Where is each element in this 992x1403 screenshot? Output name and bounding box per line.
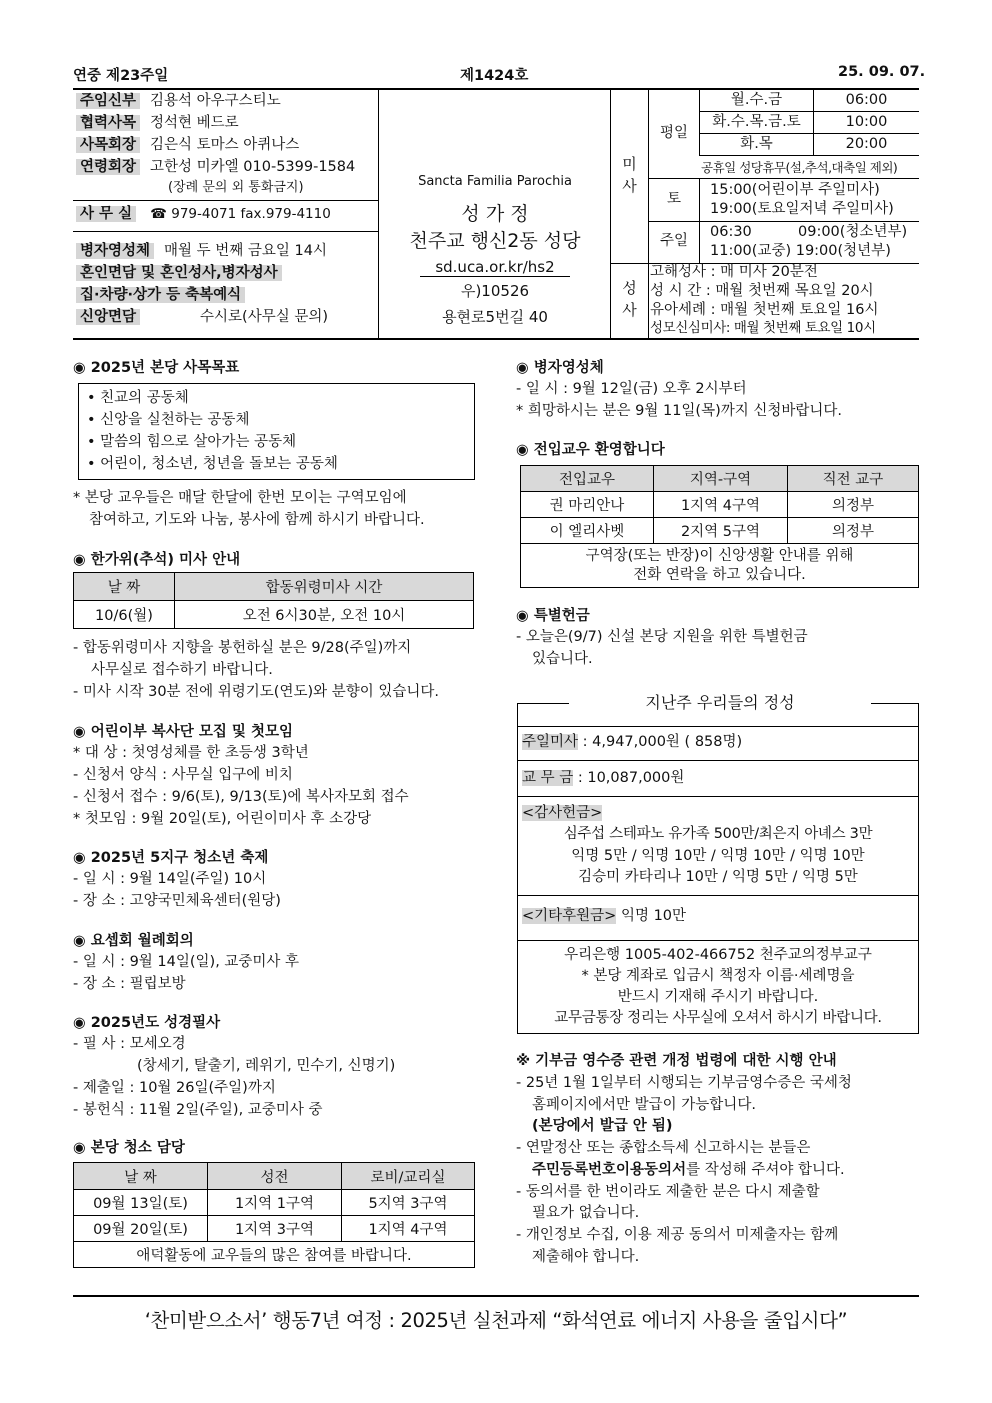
bank-line-4: 교무금통장 정리는 사무실에 오셔서 하시기 바랍니다. [554,1010,882,1026]
yeonryeong-name: 고한성 미카엘 010-5399-1584 [150,159,356,175]
bible-line-1: - 필 사 : 모세오경 [73,1036,186,1052]
receipt-line-9: 제출해야 합니다. [532,1249,640,1265]
cleaning-lobby: 1지역 4구역 [342,1216,475,1242]
bible-title: ◉ 2025년도 성경필사 [73,1015,221,1031]
goals-title: ◉ 2025년 본당 사목목표 [73,360,240,376]
label-council: 사목회장 [76,137,140,153]
sacrament-label-1: 성 [622,279,637,297]
welcome-area: 1지역 4구역 [654,492,788,518]
receipt-line-7: 필요가 없습니다. [532,1205,640,1221]
cleaning-sanctuary: 1지역 3구역 [208,1216,342,1242]
welcome-col-diocese: 직전 교구 [788,466,919,492]
altar-line-2: - 신청서 양식 : 사무실 입구에 비치 [73,767,293,783]
cleaning-title: ◉ 본당 청소 담당 [73,1140,185,1156]
cleaning-sanctuary: 1지역 1구역 [208,1190,342,1216]
welcome-name: 이 엘리사벳 [521,518,654,544]
thanks-label: <감사헌금> [522,805,603,821]
parish-zip: 우)10526 [460,282,530,300]
special-line-2: 있습니다. [532,651,593,667]
thanks-line-1: 심주섭 스테파노 유가족 500만/최은지 아녜스 3만 [563,826,873,842]
welcome-area: 2지역 5구역 [654,518,788,544]
label-blessing: 집·차량·상가 등 축복예식 [76,287,245,303]
goals-note-2: 참여하고, 기도와 나눔, 봉사에 함께 하시기 바랍니다. [89,512,425,528]
chuseok-line-1: - 합동위령미사 지향을 봉헌하실 분은 9/28(주일)까지 [73,640,412,656]
chuseok-col-date: 날 짜 [74,573,175,601]
cleaning-col-sanctuary: 성전 [208,1163,342,1190]
church-fee-label: 교 무 금 [522,770,574,786]
weekday-label: 평일 [659,125,688,141]
table-row [74,1190,475,1216]
sacrament-label-2: 사 [622,301,637,319]
parish-full-name: 천주교 행신2동 성당 [409,230,581,252]
joseph-line-2: - 장 소 : 필립보방 [73,976,186,992]
cleaning-col-date: 날 짜 [74,1163,208,1190]
goals-note-1: * 본당 교우들은 매달 한달에 한번 모이는 구역모임에 [73,490,407,506]
consent-form-name: 주민등록번호이용동의서 [532,1162,687,1178]
label-pastor: 주임신부 [76,93,140,109]
receipt-line-8: - 개인정보 수집, 이용 제공 동의서 미제출자는 함께 [516,1227,839,1243]
thanks-line-2: 익명 5만 / 익명 10만 / 익명 10만 / 익명 10만 [571,848,865,864]
sick-schedule: 매월 두 번째 금요일 14시 [164,243,327,259]
cleaning-note: 애덕활동에 교우들의 많은 참여를 바랍니다. [74,1242,475,1268]
sacrament-line-3: 유아세례 : 매월 첫번째 토요일 16시 [650,302,879,318]
label-assistant: 협력사목 [76,115,140,131]
parish-latin: Sancta Familia Parochia [418,174,572,189]
parish-address: 용현로5번길 40 [442,308,548,326]
offering-title: 지난주 우리들의 정성 [645,693,795,712]
week-title: 연중 제23주일 [73,68,169,84]
sick-comm-line-1: - 일 시 : 9월 12일(금) 오후 2시부터 [516,381,747,397]
council-name: 김은식 토마스 아퀴나스 [150,137,300,153]
cleaning-col-lobby: 로비/교리실 [342,1163,475,1190]
mass-label-1: 미 [622,155,637,173]
sunday-offering-label: 주일미사 [522,734,579,750]
sunday-offering-value: : 4,947,000원 ( 858명) [582,734,743,750]
office-phone: ☎ 979-4071 fax.979-4110 [150,206,331,222]
bible-line-3: - 제출일 : 10월 26일(주일)까지 [73,1080,276,1096]
sunday-label: 주일 [659,233,688,249]
weekday-time-1: 06:00 [845,92,888,108]
cleaning-date: 09월 13일(토) [74,1190,208,1216]
table-row [74,1216,475,1242]
chuseok-date: 10/6(월) [74,601,175,629]
welcome-diocese: 의정부 [788,492,919,518]
welcome-note-1: 구역장(또는 반장)이 신앙생활 안내를 위해 [585,547,854,564]
goal-1: • 친교의 공동체 [87,390,189,406]
sick-comm-line-2: * 희망하시는 분은 9월 11일(목)까지 신청바랍니다. [516,403,843,419]
other-label: <기타후원금> [522,908,617,924]
holiday-note: 공휴일 성당휴무(설,추석,대축일 제외) [701,160,898,175]
info-bottom-rule [73,338,919,340]
table-row [521,492,919,518]
footer-rule [73,1295,919,1297]
youth-line-2: - 장 소 : 고양국민체육센터(원당) [73,893,281,909]
parish-name: 성 가 정 [461,203,529,225]
mass-label-2: 사 [622,177,637,195]
label-yeonryeong: 연령회장 [76,159,140,175]
table-row [521,518,919,544]
label-marriage: 혼인면담 및 혼인성사,병자성사 [76,265,282,281]
chuseok-title: ◉ 한가위(추석) 미사 안내 [73,552,241,568]
footer-slogan: ‘찬미받으소서’ 행동7년 여정 : 2025년 실천과제 “화석연료 에너지 사용을 줄입시다” [144,1309,848,1332]
bible-line-2: (창세기, 탈출기, 레위기, 민수기, 신명기) [137,1058,396,1074]
receipt-line-1: - 25년 1월 1일부터 시행되는 기부금영수증은 국세청 [516,1075,852,1091]
chuseok-line-3: - 미사 시작 30분 전에 위령기도(연도)와 분향이 있습니다. [73,684,440,700]
receipt-line-5: 를 작성해 주셔야 합니다. [686,1162,845,1178]
chuseok-line-2: 사무실로 접수하기 바랍니다. [91,662,273,678]
cleaning-table [73,1162,475,1268]
goal-2: • 신앙을 실천하는 공동체 [87,412,250,428]
goals-box [78,383,475,480]
receipt-line-2: 홈페이지에서만 발급이 가능합니다. [532,1097,756,1113]
chuseok-table [73,572,474,629]
thanks-line-3: 김승미 카타리나 10만 / 익명 5만 / 익명 5만 [578,869,858,885]
parish-url[interactable]: sd.uca.or.kr/hs2 [435,258,555,276]
welcome-note-2: 전화 연락을 하고 있습니다. [633,566,806,583]
bible-line-4: - 봉헌식 : 11월 2일(주일), 교중미사 중 [73,1102,323,1118]
receipt-line-4: - 연말정산 또는 종합소득세 신고하시는 분들은 [516,1140,811,1156]
sacrament-line-2: 성 시 간 : 매월 첫번째 목요일 20시 [650,283,874,299]
yeonryeong-note: (장례 문의 외 통화금지) [168,180,304,195]
weekday-time-3: 20:00 [845,136,888,152]
goal-3: • 말씀의 힘으로 살아가는 공동체 [87,434,297,450]
bank-line-1: 우리은행 1005-402-466752 천주교의정부교구 [564,947,872,963]
welcome-diocese: 의정부 [788,518,919,544]
bank-line-2: * 본당 계좌로 입금시 책정자 이름·세례명을 [581,968,855,984]
joseph-title: ◉ 요셉회 월례회의 [73,933,194,949]
other-value: 익명 10만 [620,908,687,924]
label-office: 사 무 실 [76,206,136,222]
issue-number: 제1424호 [460,68,529,84]
welcome-name: 권 마리안나 [521,492,654,518]
issue-date: 25. 09. 07. [838,64,926,80]
receipt-title: ※ 기부금 영수증 관련 개정 법령에 대한 시행 안내 [516,1053,837,1069]
welcome-col-area: 지역-구역 [654,466,788,492]
label-sick: 병자영성체 [76,243,154,259]
weekday-days-2: 화.수.목.금.토 [712,114,801,130]
youth-line-1: - 일 시 : 9월 14일(주일) 10시 [73,871,267,887]
welcome-title: ◉ 전입교우 환영합니다 [516,442,665,458]
bank-line-3: 반드시 기재해 주시기 바랍니다. [617,989,819,1005]
faith-value: 수시로(사무실 문의) [200,309,329,325]
sacrament-line-4: 성모신심미사: 매월 첫번째 토요일 10시 [650,320,876,336]
sacrament-line-1: 고해성사 : 매 미사 20분전 [650,264,818,280]
altar-line-4: * 첫모임 : 9월 20일(토), 어린이미사 후 소강당 [73,811,372,827]
weekday-time-2: 10:00 [845,114,888,130]
assistant-name: 정석현 베드로 [150,115,239,131]
pastor-name: 김용석 아우구스티노 [150,93,281,109]
welcome-col-name: 전입교우 [521,466,654,492]
cleaning-date: 09월 20일(토) [74,1216,208,1242]
sunday-mass-1a: 06:30 [710,224,752,240]
altar-line-1: * 대 상 : 첫영성체를 한 초등생 3학년 [73,745,309,761]
altar-line-3: - 신청서 접수 : 9/6(토), 9/13(토)에 복사자모회 접수 [73,789,409,805]
welcome-table [520,465,919,588]
chuseok-col-time: 합동위령미사 시간 [175,573,474,601]
weekday-days-1: 월.수.금 [730,92,783,108]
saturday-mass-2: 19:00(토요일저녁 주일미사) [710,201,894,217]
receipt-line-3: (본당에서 발급 안 됨) [532,1118,673,1134]
special-title: ◉ 특별헌금 [516,608,590,624]
goal-4: • 어린이, 청소년, 청년을 돌보는 공동체 [87,456,338,472]
saturday-mass-1: 15:00(어린이부 주일미사) [710,182,880,198]
youth-title: ◉ 2025년 5지구 청소년 축제 [73,850,269,866]
altar-title: ◉ 어린이부 복사단 모집 및 첫모임 [73,724,293,740]
label-faith: 신앙면담 [76,309,140,325]
special-line-1: - 오늘은(9/7) 신설 본당 지원을 위한 특별헌금 [516,629,808,645]
saturday-label: 토 [666,191,681,207]
sick-comm-title: ◉ 병자영성체 [516,360,604,376]
receipt-line-6: - 동의서를 한 번이라도 제출한 분은 다시 제출할 [516,1184,820,1200]
church-fee-value: : 10,087,000원 [577,770,685,786]
joseph-line-1: - 일 시 : 9월 14일(일), 교중미사 후 [73,954,300,970]
cleaning-lobby: 5지역 3구역 [342,1190,475,1216]
chuseok-time: 오전 6시30분, 오전 10시 [175,601,474,629]
weekday-days-3: 화.목 [740,136,773,152]
sunday-mass-2: 11:00(교중) 19:00(청년부) [710,243,891,259]
sunday-mass-1b: 09:00(청소년부) [798,224,908,240]
